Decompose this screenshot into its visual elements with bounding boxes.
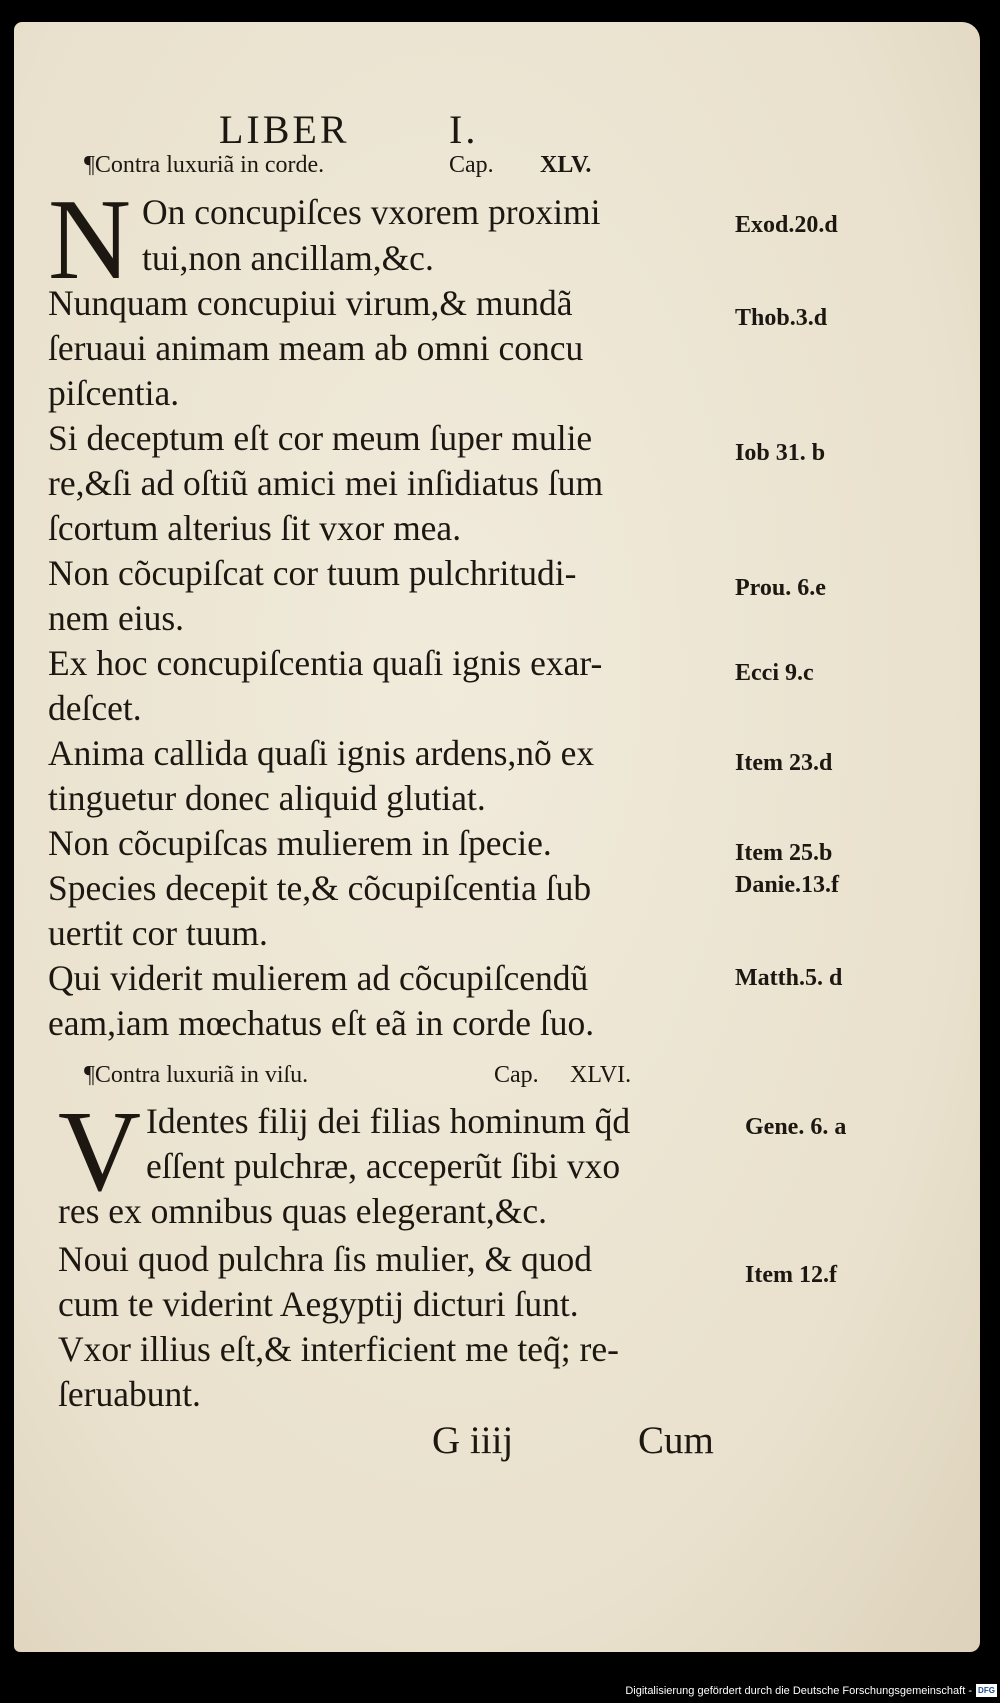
chapter-45-number: XLV. — [540, 152, 592, 178]
drop-cap-v: V — [58, 1088, 142, 1215]
marginal-note: Danie.13.f — [735, 872, 839, 898]
text-line: Non cõcupiſcat cor tuum pulchritudi- — [48, 553, 577, 593]
text-line: Species decepit te,& cõcupiſcentia ſub — [48, 868, 592, 908]
marginal-note: Item 23.d — [735, 750, 833, 776]
text-line: ſeruaui animam meam ab omni concu — [48, 328, 584, 368]
text-line: Anima callida quaſi ignis ardens,nõ ex — [48, 733, 595, 773]
chapter-45-cap: Cap. — [449, 152, 494, 178]
text-line: Non cõcupiſcas mulierem in ſpecie. — [48, 823, 552, 863]
dfg-logo: DFG — [976, 1684, 997, 1697]
text-line: Si deceptum eſt cor meum ſuper mulie — [48, 418, 593, 458]
page-text — [14, 22, 980, 1652]
text-line: nem eius. — [48, 598, 185, 638]
text-line: eſſent pulchræ, acceperũt ſibi vxo — [146, 1146, 621, 1186]
chapter-45-heading: ¶Contra luxuriã in corde. — [84, 152, 325, 178]
text-line: On concupiſces vxorem proximi — [142, 192, 601, 232]
chapter-46-number: XLVI. — [570, 1062, 632, 1088]
text-line: ſcortum alterius ſit vxor mea. — [48, 508, 462, 548]
text-line: Ex hoc concupiſcentia quaſi ignis exar- — [48, 643, 603, 683]
chapter-46-cap: Cap. — [494, 1062, 539, 1088]
text-line: deſcet. — [48, 688, 142, 728]
book-page — [14, 22, 980, 1652]
text-line: Noui quod pulchra ſis mulier, & quod — [58, 1239, 592, 1279]
marginal-note: Gene. 6. a — [745, 1114, 847, 1140]
marginal-note: Matth.5. d — [735, 965, 843, 991]
text-line: eam,iam mœchatus eſt eã in corde ſuo. — [48, 1003, 595, 1043]
text-line: cum te viderint Aegyptij dicturi ſunt. — [58, 1284, 579, 1324]
marginal-note: Exod.20.d — [735, 212, 838, 238]
text-line: Nunquam concupiui virum,& mundã — [48, 283, 573, 323]
catchword: Cum — [638, 1419, 714, 1462]
running-head-number: I. — [449, 107, 479, 152]
text-line: re,&ſi ad oſtiũ amici mei inſidiatus ſum — [48, 463, 604, 503]
running-head-liber: LIBER — [219, 107, 350, 152]
text-line: tui,non ancillam,&c. — [142, 238, 434, 278]
text-line: piſcentia. — [48, 373, 180, 413]
marginal-note: Thob.3.d — [735, 305, 828, 331]
text-line: tinguetur donec aliquid glutiat. — [48, 778, 486, 818]
text-line: Qui viderit mulierem ad cõcupiſcendũ — [48, 958, 589, 998]
signature-mark: G iiij — [432, 1419, 514, 1462]
marginal-note: Item 25.b — [735, 840, 833, 866]
text-line: res ex omnibus quas elegerant,&c. — [58, 1191, 547, 1231]
text-line: Identes filij dei filias hominum q̃d — [146, 1101, 631, 1141]
text-line: Vxor illius eſt,& interficient me teq̃; re- — [58, 1329, 619, 1369]
text-line: uertit cor tuum. — [48, 913, 268, 953]
marginal-note: Prou. 6.e — [735, 575, 826, 601]
text-line: ſeruabunt. — [58, 1374, 201, 1414]
chapter-46-heading: ¶Contra luxuriã in viſu. — [84, 1062, 309, 1088]
marginal-note: Ecci 9.c — [735, 660, 814, 686]
drop-cap-n: N — [48, 176, 132, 303]
marginal-note: Iob 31. b — [735, 440, 826, 466]
digitization-credit: Digitalisierung gefördert durch die Deutsche Forschungsgemeinschaft - — [625, 1685, 972, 1697]
marginal-note: Item 12.f — [745, 1262, 837, 1288]
